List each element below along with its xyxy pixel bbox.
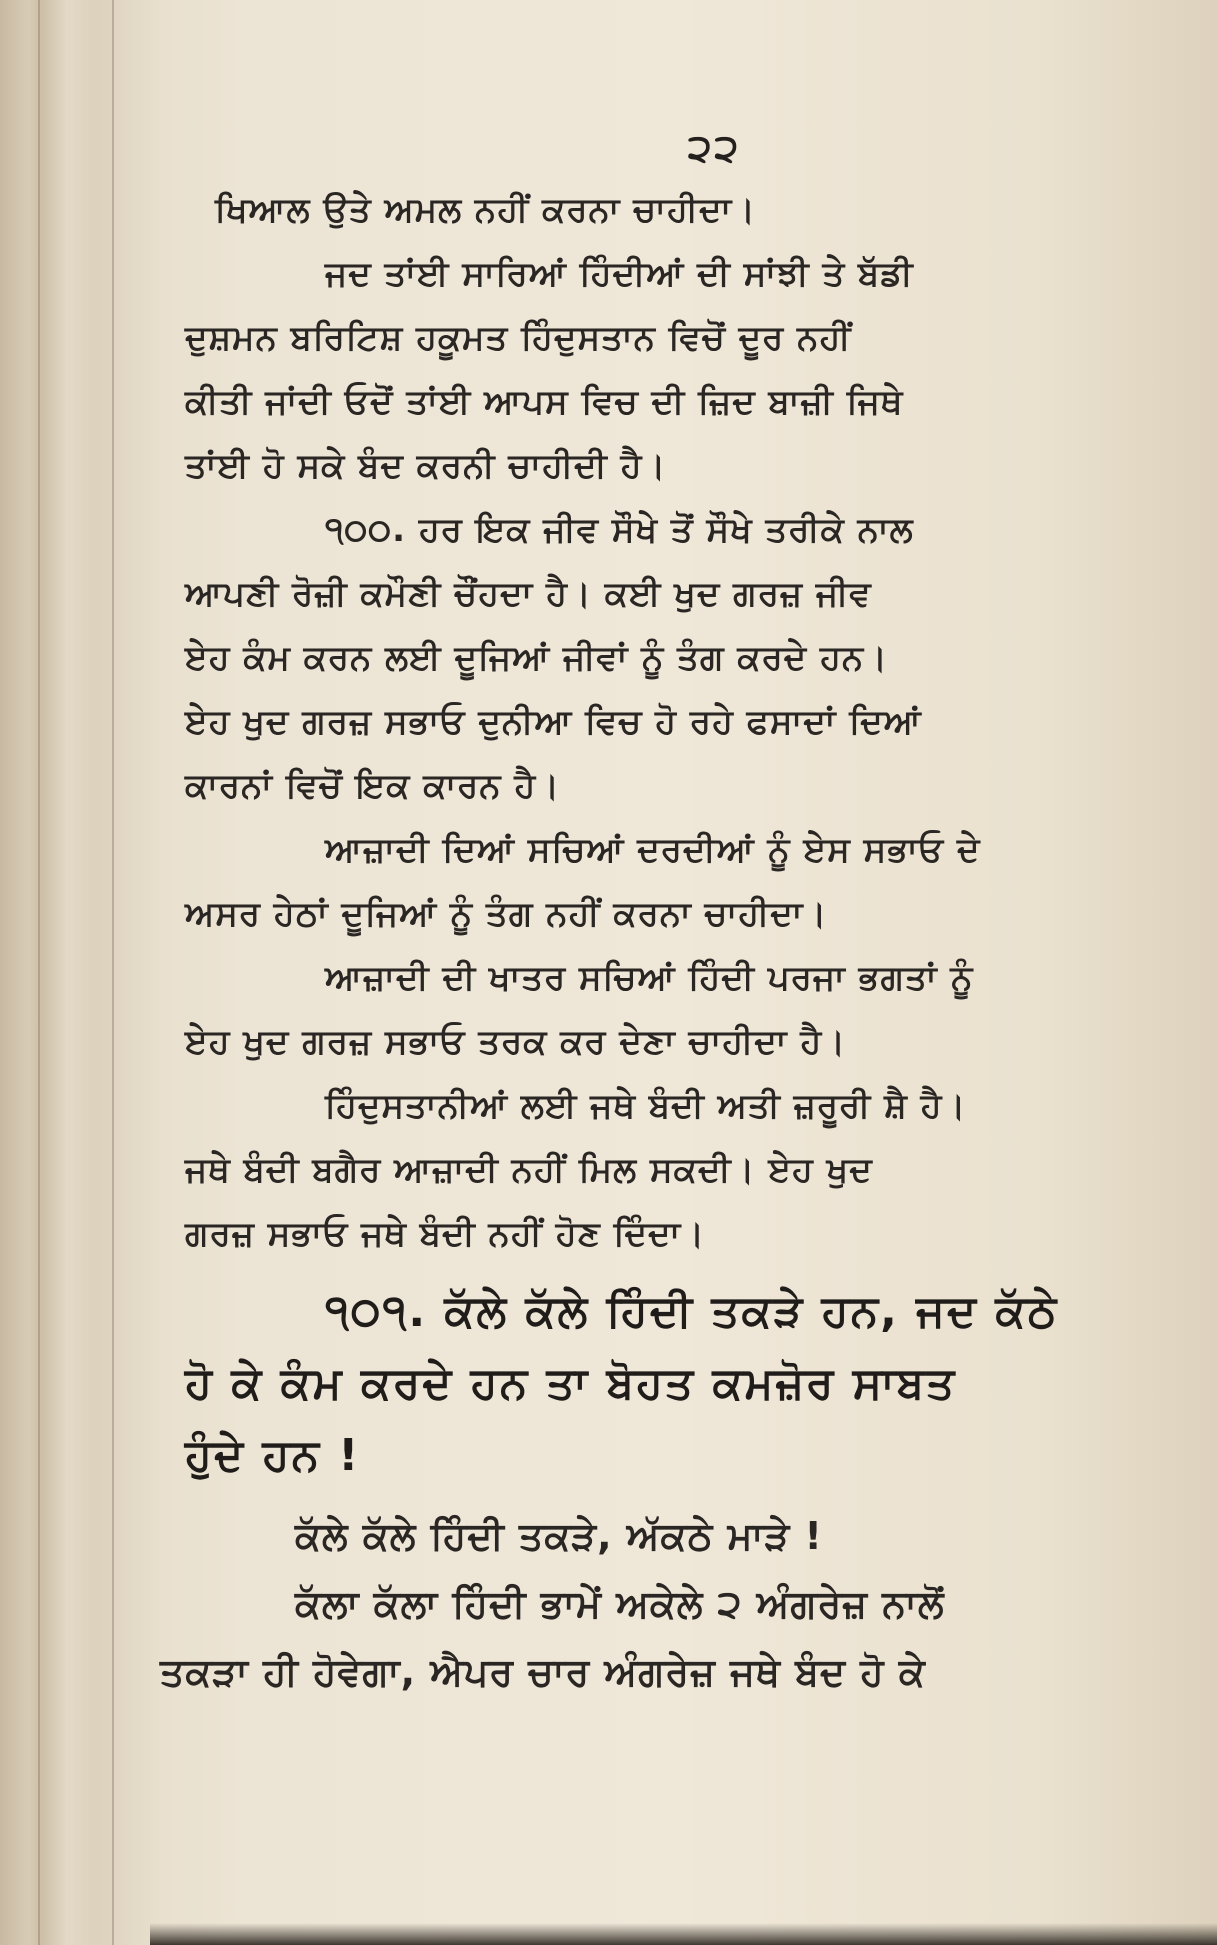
text-line: ਦੁਸ਼ਮਨ ਬਰਿਟਿਸ਼ ਹਕੂਮਤ ਹਿੰਦੁਸਤਾਨ ਵਿਚੋਂ ਦੂਰ ਨਹੀਂ: [185, 318, 852, 358]
text-line: ਖਿਆਲ ਉਤੇ ਅਮਲ ਨਹੀਂ ਕਰਨਾ ਚਾਹੀਦਾ।: [215, 190, 757, 230]
text-line: ਜਥੇ ਬੰਦੀ ਬਗੈਰ ਆਜ਼ਾਦੀ ਨਹੀਂ ਮਿਲ ਸਕਦੀ। ਏਹ ਖੁਦ: [185, 1150, 873, 1190]
text-line: ੧੦੦. ਹਰ ਇਕ ਜੀਵ ਸੌਖੇ ਤੋਂ ਸੌਖੇ ਤਰੀਕੇ ਨਾਲ: [325, 510, 914, 550]
text-line: ਅਸਰ ਹੇਠਾਂ ਦੂਜਿਆਂ ਨੂੰ ਤੰਗ ਨਹੀਂ ਕਰਨਾ ਚਾਹੀਦਾ।: [185, 894, 828, 934]
text-line: ਏਹ ਕੰਮ ਕਰਨ ਲਈ ਦੂਜਿਆਂ ਜੀਵਾਂ ਨੂੰ ਤੰਗ ਕਰਦੇ ਹਨ।: [185, 638, 889, 678]
text-line: ਆਪਣੀ ਰੋਜ਼ੀ ਕਮੌਣੀ ਚੌਂਹਦਾ ਹੈ। ਕਈ ਖੁਦ ਗਰਜ਼ ਜੀਵ: [185, 574, 872, 614]
text-line: ਤਕੜਾ ਹੀ ਹੋਵੇਗਾ, ਐਪਰ ਚਾਰ ਅੰਗਰੇਜ਼ ਜਥੇ ਬੰਦ ਹੋ ਕੇ: [160, 1650, 926, 1694]
text-line: ਆਜ਼ਾਦੀ ਦਿਆਂ ਸਚਿਆਂ ਦਰਦੀਆਂ ਨੂੰ ਏਸ ਸਭਾਓ ਦੇ: [325, 830, 981, 870]
page-number: ੨੨: [688, 126, 742, 170]
binding-crease: [38, 0, 40, 1945]
text-line: ਏਹ ਖੁਦ ਗਰਜ਼ ਸਭਾਓ ਤਰਕ ਕਰ ਦੇਣਾ ਚਾਹੀਦਾ ਹੈ।: [185, 1022, 847, 1062]
text-line: ਕੀਤੀ ਜਾਂਦੀ ਓਦੋਂ ਤਾਂਈ ਆਪਸ ਵਿਚ ਦੀ ਜ਼ਿਦ ਬਾਜ਼ੀ ਜਿਥੇ: [185, 382, 904, 422]
text-line: ਹਿੰਦੁਸਤਾਨੀਆਂ ਲਈ ਜਥੇ ਬੰਦੀ ਅਤੀ ਜ਼ਰੂਰੀ ਸ਼ੈ ਹੈ।: [325, 1086, 967, 1126]
text-line: ਜਦ ਤਾਂਈ ਸਾਰਿਆਂ ਹਿੰਦੀਆਂ ਦੀ ਸਾਂਝੀ ਤੇ ਬੱਡੀ: [325, 254, 914, 294]
binding-crease: [112, 0, 114, 1945]
text-line: ਕੱਲਾ ਕੱਲਾ ਹਿੰਦੀ ਭਾਮੇਂ ਅਕੇਲੇ ੨ ਅੰਗਰੇਜ਼ ਨਾਲੋਂ: [295, 1582, 945, 1626]
text-line: ਏਹ ਖੁਦ ਗਰਜ਼ ਸਭਾਓ ਦੁਨੀਆ ਵਿਚ ਹੋ ਰਹੇ ਫਸਾਦਾਂ ਦਿਆਂ: [185, 702, 922, 742]
text-line: ਤਾਂਈ ਹੋ ਸਕੇ ਬੰਦ ਕਰਨੀ ਚਾਹੀਦੀ ਹੈ।: [185, 446, 667, 486]
text-line: ਕਾਰਨਾਂ ਵਿਚੋਂ ਇਕ ਕਾਰਨ ਹੈ।: [185, 766, 561, 806]
page-binding: [0, 0, 160, 1945]
text-line: ਆਜ਼ਾਦੀ ਦੀ ਖਾਤਰ ਸਚਿਆਂ ਹਿੰਦੀ ਪਰਜਾ ਭਗਤਾਂ ਨੂੰ: [325, 958, 974, 998]
motto-line: ਕੱਲੇ ਕੱਲੇ ਹਿੰਦੀ ਤਕੜੇ, ਅੱਕਠੇ ਮਾੜੇ !: [295, 1514, 823, 1558]
heading-line: ਹੁੰਦੇ ਹਨ !: [185, 1430, 361, 1481]
page-bottom-edge: [150, 1923, 1217, 1945]
text-line: ਗਰਜ਼ ਸਭਾਓ ਜਥੇ ਬੰਦੀ ਨਹੀਂ ਹੋਣ ਦਿੰਦਾ।: [185, 1214, 706, 1254]
heading-line: ਹੋ ਕੇ ਕੰਮ ਕਰਦੇ ਹਨ ਤਾ ਬੋਹਤ ਕਮਜ਼ੋਰ ਸਾਬਤ: [185, 1358, 957, 1409]
page-text: [160, 178, 1200, 1706]
heading-line: ੧੦੧. ਕੱਲੇ ਕੱਲੇ ਹਿੰਦੀ ਤਕੜੇ ਹਨ, ਜਦ ਕੱਠੇ: [325, 1286, 1059, 1337]
